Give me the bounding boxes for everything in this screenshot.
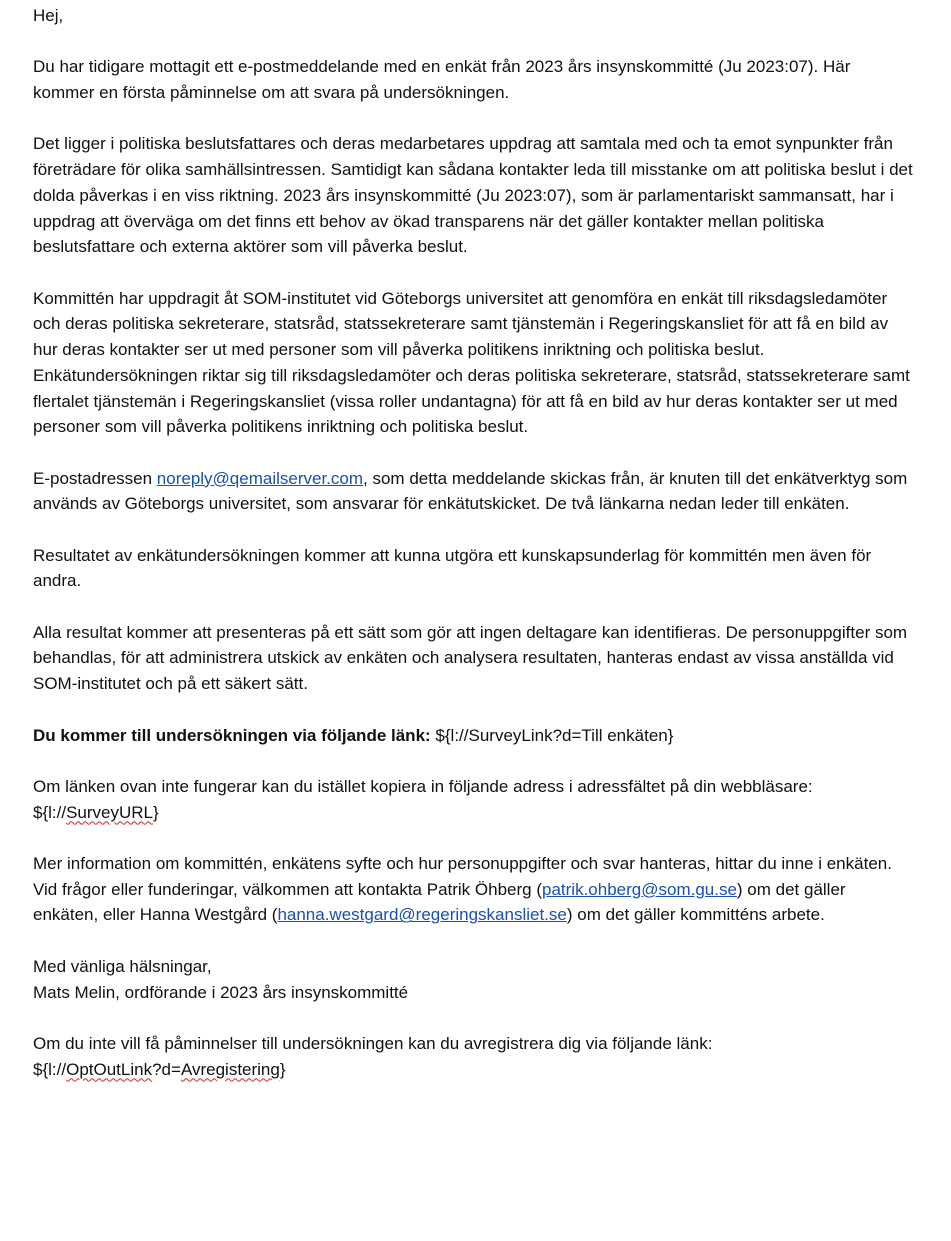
paragraph-results-use: Resultatet av enkätundersökningen kommer att kunna utgöra ett kunskapsunderlag för kommittén men även för andra. xyxy=(33,545,872,591)
paragraph-contact xyxy=(33,851,913,928)
survey-url-suffix: } xyxy=(153,802,159,822)
paragraph-closing xyxy=(33,954,913,1005)
paragraph-fallback-url xyxy=(33,774,913,825)
survey-url-prefix: ${l:// xyxy=(33,802,67,822)
optout-label-token[interactable]: Avregistering xyxy=(180,1059,280,1079)
fallback-url-text: Om länken ovan inte fungerar kan du istället kopiera in följande adress i adressfältet på din webbläsare: xyxy=(33,776,813,796)
closing-regards: Med vänliga hälsningar, xyxy=(33,956,212,976)
paragraph-assignment: Kommittén har uppdragit åt SOM-institutet vid Göteborgs universitet att genomföra en enkät till riksdagsledamöter och deras politiska sekreterare, statsråd, statssekreterare samt tjänstemän i Regeringskansliet för att få en bild av hur deras kontakter ser ut med personer som vill påverka politikens inriktning och politiska beslut. Enkätundersökningen riktar sig till riksdagsledamöter och deras politiska sekreterare, statsråd, statssekreterare samt flertalet tjänstemän i Regeringskansliet (vissa roller undantagna) för att få en bild av hur deras kontakter ser ut med personer som vill påverka politikens inriktning och politiska beslut. xyxy=(33,288,910,437)
sender-email-link[interactable]: noreply@qemailserver.com xyxy=(156,468,364,488)
paragraph-background: Det ligger i politiska beslutsfattares och deras medarbetares uppdrag att samtala med och ta emot synpunkter från företrädare för olika samhällsintressen. Samtidigt kan sådana kontakter leda till misstanke om att politiska beslut i det dolda påverkas i en viss riktning. 2023 års insynskommitté (Ju 2023:07), som är parlamentariskt sammansatt, har i uppdrag att överväga om det finns ett behov av ökad transparens när det gäller kontakter mellan politiska beslutsfattare och externa aktörer som vill påverka beslut. xyxy=(33,134,913,257)
paragraph-reminder: Du har tidigare mottagit ett e-postmeddelande med en enkät från 2023 års insynskommitté (Ju 2023:07). Här kommer en första påminnelse om att svara på undersökningen. xyxy=(33,57,851,103)
optout-mid: ?d= xyxy=(152,1059,181,1079)
survey-link-placeholder[interactable]: ${l://SurveyLink?d=Till enkäten} xyxy=(430,725,674,745)
optout-suffix: } xyxy=(279,1059,286,1079)
paragraph-survey-link xyxy=(33,723,913,749)
survey-url-token: SurveyURL xyxy=(66,802,154,822)
contact-text-2: ) om det gäller enkäten, eller Hanna Westgård ( xyxy=(33,879,846,925)
optout-prefix: ${l:// xyxy=(33,1059,67,1079)
optout-text: Om du inte vill få påminnelser till undersökningen kan du avregistrera dig via följande länk: xyxy=(33,1033,713,1053)
survey-link-label: Du kommer till undersökningen via följande länk: xyxy=(33,725,431,745)
paragraph-optout xyxy=(33,1031,913,1082)
greeting: Hej, xyxy=(33,6,64,25)
closing-signature: Mats Melin, ordförande i 2023 års insynskommitté xyxy=(33,982,409,1002)
paragraph-privacy: Alla resultat kommer att presenteras på ett sätt som gör att ingen deltagare kan identifieras. De personuppgifter som behandlas, för att administrera utskick av enkäten och analysera resultaten, hanteras endast av vissa anställda vid SOM-institutet och på ett säkert sätt. xyxy=(33,622,908,694)
sender-text-before: E-postadressen xyxy=(33,468,157,488)
contact-email-ohberg[interactable]: patrik.ohberg@som.gu.se xyxy=(542,879,737,899)
contact-text-3: ) om det gäller kommitténs arbete. xyxy=(566,905,825,925)
optout-token[interactable]: OptOutLink xyxy=(66,1059,153,1079)
sender-text-after: , som detta meddelande skickas från, är knuten till det enkätverktyg som används av Göteborgs universitet, som ansvarar för enkätutskicket. De två länkarna nedan leder till enkäten. xyxy=(33,468,908,514)
contact-email-westgard[interactable]: hanna.westgard@regeringskansliet.se xyxy=(277,905,567,925)
paragraph-sender-address xyxy=(33,466,913,517)
email-body xyxy=(33,3,913,1082)
contact-text-1: Mer information om kommittén, enkätens syfte och hur personuppgifter och svar hanteras, hittar du inne i enkäten. Vid frågor eller funderingar, välkommen att kontakta Patrik Öhberg ( xyxy=(33,854,892,899)
